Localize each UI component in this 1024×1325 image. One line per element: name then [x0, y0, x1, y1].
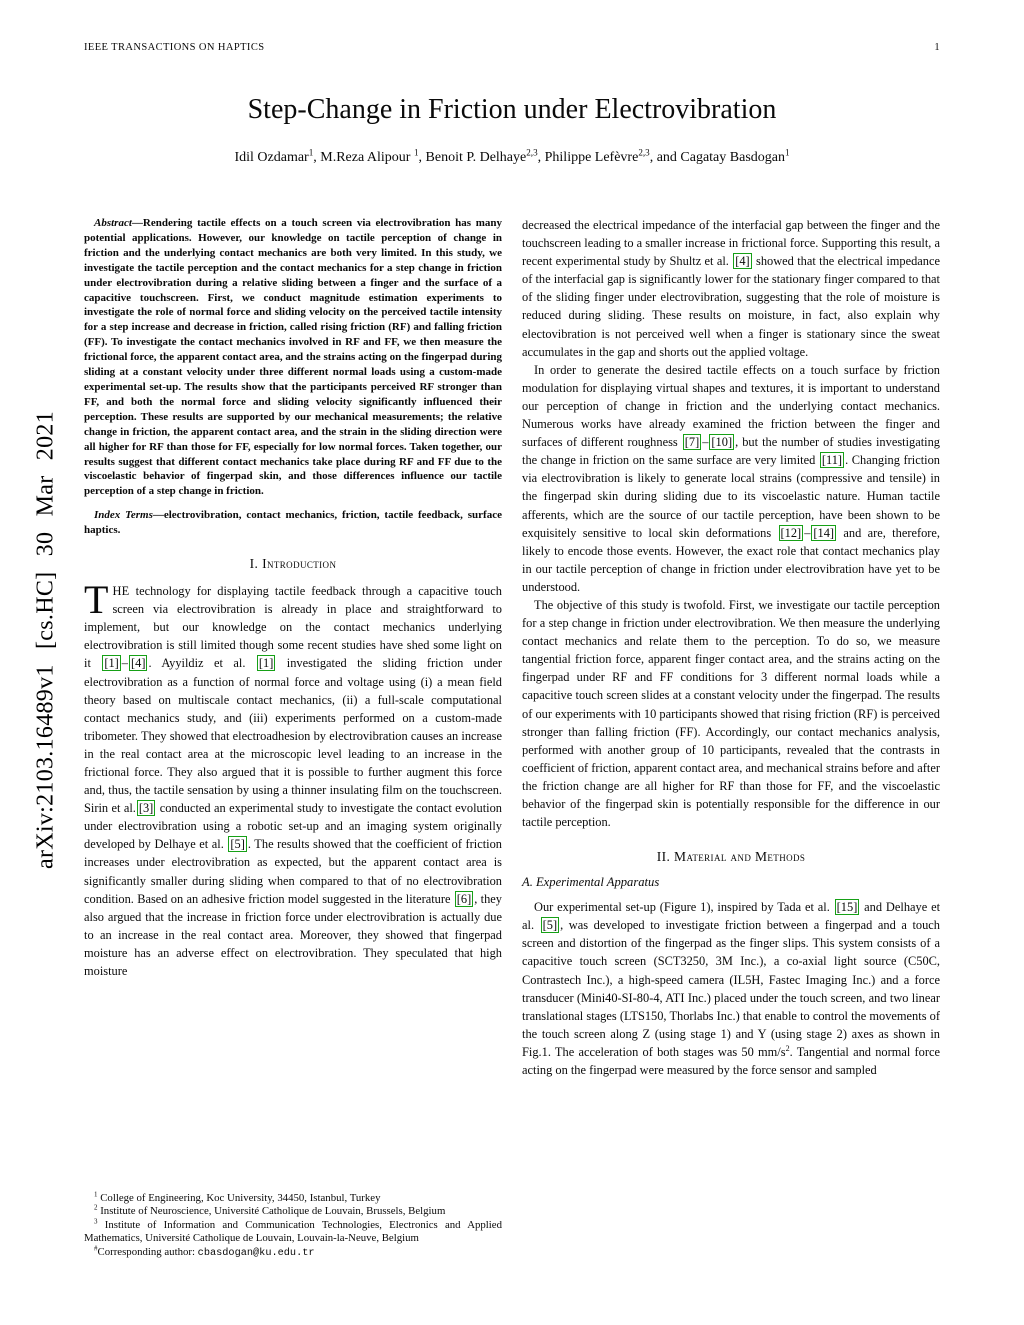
citation-link[interactable]: [15]	[836, 900, 858, 915]
citation-link[interactable]: [1]	[258, 656, 274, 671]
citation-link[interactable]: [11]	[821, 453, 843, 468]
citation-link[interactable]: [3]	[138, 801, 154, 816]
email-link[interactable]: cbasdogan@ku.edu.tr	[197, 1246, 315, 1259]
footnote-affiliation-1: $^1$ College of Engineering, Koc University, 34450, Istanbul, Turkey	[94, 1190, 381, 1204]
superscript-marker: 1	[94, 1190, 98, 1199]
page-number: 1	[934, 42, 940, 53]
superscript-marker: 1	[308, 147, 314, 158]
citation-link[interactable]: [5]	[230, 837, 245, 852]
section-heading-introduction: I. Introduction	[249, 556, 337, 572]
footnote-corresponding-author: #Corresponding author: cbasdogan@ku.edu.tr	[94, 1244, 315, 1259]
superscript-marker: 3	[94, 1217, 98, 1226]
citation-link[interactable]: [1]	[104, 656, 119, 671]
superscript-marker: 2	[785, 1043, 790, 1053]
citation-link[interactable]: [4]	[131, 656, 146, 671]
superscript-marker: 1	[413, 147, 419, 158]
footnote-affiliation-2: $^2$ Institute of Neuroscience, Université Catholique de Louvain, Brussels, Belgium	[94, 1203, 446, 1218]
superscript-marker: #	[94, 1244, 98, 1252]
arxiv-stamp: arXiv:2103.16489v1 [cs.HC] 30 Mar 2021	[32, 410, 59, 870]
superscript-marker: 2	[94, 1203, 98, 1212]
superscript-marker: 2,3	[638, 147, 650, 158]
citation-link[interactable]: [7]	[684, 435, 700, 450]
right-column	[522, 216, 940, 1262]
italic-lead: Index Terms	[94, 509, 153, 522]
section-heading-methods: II. Material and Methods	[656, 849, 806, 865]
paragraph-moisture: decreased the electrical impedance of the interfacial gap between the finger and the touchscreen leading to a smaller increase in frictional force. Supporting this result, a recent experimental study by Shultz et al. [4] showed that the electrical impedance of the interfacial gap is significantly lower for the stationary finger compared to that of the sliding finger under electrovibration, suggesting that the role of moisture is reduced during sliding. These results on moisture, in fact, also explain why electovibration is not perceived well when a finger is stationary since the sweat accumulates in the gap and shorts out the applied voltage.	[522, 218, 941, 359]
intro-paragraph	[84, 577, 503, 980]
paragraph-objective: The objective of this study is twofold. First, we investigate our tactile perception for a step change in friction under electrovibration. We then measure the underlying contact mechanics and relate them to the perception. To do so, we measure tangential friction force, apparent finger contact area, and the strains acting on the fingerpad under RF and FF conditions for 3 different normal loads while a capacitive touch screen slides at a constant velocity under the fingerpad. The results of our experiments with 10 participants showed that rising friction (RF) is perceived stronger than falling friction (FF). Accordingly, our contact mechanics analysis, performed with another group of 10 participants, revealed that the contrasts in coefficient of friction, apparent contact area, and mechanical strains before and after the friction change are all higher for RF than those for FF, and the viscoelastic behavior of the fingerpad skin is potentially responsible for the difference in our tactile perception.	[522, 597, 940, 830]
abstract: Abstract—Rendering tactile effects on a touch screen via electrovibration has many potential applications. However, our knowledge on tactile perception of change in friction and the underlying contact mechanics are both very limited. In this study, we investigate the tactile perception and the contact mechanics for a step change in friction under electrovibration during a relative sliding between a finger and the surface of a capacitive touchscreen. First, we conduct magnitude estimation experiments to investigate the role of normal force and sliding velocity on the perceived tactile intensity for a step increase and decrease in friction, called rising friction (RF) and falling friction (FF). To investigate the contact mechanics involved in RF and FF, we then measure the frictional force, the apparent contact area, and the strains acting on the fingerpad during sliding at a constant velocity under three different normal loads using a custom-made experimental set-up. The results show that the participants perceived RF stronger than FF, and both the normal force and sliding velocity significantly influenced their perception. These results are supported by our mechanical measurements; the relative change in friction, the apparent contact area, and the strain in the sliding direction were all higher for RF than those for FF, especially for low normal forces. Taken together, our results suggest that different contact mechanics take place during RF and FF due to the viscoelastic behavior of fingerpad skin, and those differences influence our tactile perception of a step change in friction.	[84, 217, 502, 498]
drop-cap: T	[84, 577, 109, 623]
subsection-heading-apparatus: A. Experimental Apparatus	[522, 875, 660, 890]
footnote-affiliation-3: $^3$ Institute of Information and Communication Technologies, Electronics and Applied Mathematics, Université Catholique de Louvain, Louvain-la-Neuve, Belgium	[84, 1217, 502, 1245]
paragraph-motivation: In order to generate the desired tactile effects on a touch surface by friction modulation for displaying virtual shapes and textures, it is important to understand our perception of change in friction and the underlying contact mechanics. Numerous works have already examined the friction between the finger and surfaces of different roughness [7] – [10] , but the number of studies investigating the change in friction on the same surface are very limited [11] . Changing friction via electrovibration is likely to generate local strains (compressive and tensile) in the fingerpad skin during sliding due to its viscoelastic nature. Human tactile afferents, which are the source of our tactile perception, have been shown to be exquisitely sensitive to local skin deformations [12] – [14] and are, therefore, likely to encode those events. However, the exact role that contact mechanics play in our tactile perception of change in friction under electrovibration have yet to be understood.	[522, 362, 941, 594]
intro-paragraph-text: technology for displaying tactile feedback through a capacitive touch screen via electrovibration is already in place and straightforward to implement, but our knowledge on the contact mechanics underlying electrovibration is still limited though some recent studies have shed some light on it [1] – [4] . Ayyildiz et al. [1] investigated the sliding friction under electrovibration as a function of normal force and voltage using (i) a mean field theory based on multiscale contact mechanics, (ii) a full-scale computational contact mechanics study, and (iii) experiments performed on a custom-made tribometer. They showed that electroadhesion by electrovibration causes an increase in the real contact area at the microscopic level leading to an increase in the frictional force. They also argued that it is possible to further augment this force and, thus, the tactile sensation by using a thinner insulating film on the touchscreen. Sirin et al. [3] conducted an experimental study to investigate the contact evolution under electrovibration using a robotic set-up and an imaging system originally developed by Delhaye et al. [5] . The results showed that the coefficient of friction increases under electrovibration as expected, but the apparent contact area is significantly smaller during sliding when compared to that of no electrovibration condition. Based on an adhesive friction model suggested in the literature [6] , they also argued that the increase in friction force under electrovibration is actually due to an increase in the real contact area. Moreover, they showed that fingerpad moisture has an adverse effect on electrovibration. They speculated that high moisture	[84, 584, 503, 978]
citation-link[interactable]: [12]	[780, 525, 802, 540]
paper-title: Step-Change in Friction under Electrovibration	[247, 94, 777, 125]
citation-link[interactable]: [4]	[735, 254, 750, 269]
italic-lead: Abstract	[94, 217, 132, 229]
paragraph-apparatus: Our experimental set-up (Figure 1), inspired by Tada et al. [15] and Delhaye et al. [5] , was developed to investigate friction between a fingerpad and a touch screen and distortion of the fingerpad as the finger slips. This system consists of a capacitive touch screen (SCT3250, 3M Inc.), a co-axial light source (C50C, Contrastech Inc.), a high-speed camera (IL5H, Fastec Imaging Inc.) and a force transducer (Mini40-SI-80-4, ATI Inc.) placed under the touch screen, and two linear translational stages (LTS150, Thorlabs Inc.) that enable to control the movements of the touch screen along Z (using stage 1) and Y (using stage 2) axes as shown in Fig.1. The acceleration of both stages was 50 $mm/s^2$. Tangential and normal force acting on the fingerpad were measured by the force sensor and sampled	[522, 900, 941, 1078]
citation-link[interactable]: [14]	[813, 525, 835, 540]
citation-link[interactable]: [10]	[711, 435, 733, 450]
left-column	[84, 216, 502, 1262]
journal-name: IEEE TRANSACTIONS ON HAPTICS	[84, 42, 265, 53]
running-header	[84, 42, 940, 53]
citation-link[interactable]: [5]	[542, 918, 558, 933]
footnotes	[84, 1192, 502, 1260]
two-column-body	[84, 216, 940, 1262]
citation-link[interactable]: [6]	[456, 891, 472, 906]
lead-caps: HE	[112, 584, 130, 599]
superscript-marker: 1	[784, 147, 790, 158]
superscript-marker: 2,3	[526, 147, 538, 158]
index-terms: Index Terms—electrovibration, contact mechanics, friction, tactile feedback, surface haptics.	[84, 509, 502, 537]
author-line: Idil Ozdamar$^1$, M.Reza Alipour $^1$, Benoit P. Delhaye$^{2,3}$, Philippe Lefèvre$^{2,3}$, and Cagatay Basdogan$^1$	[234, 147, 790, 165]
